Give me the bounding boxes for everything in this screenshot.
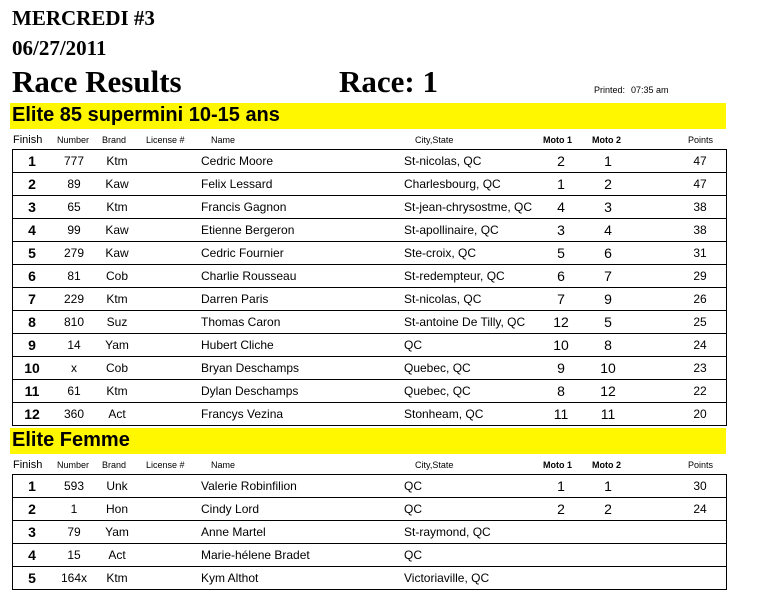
cell-number: 99 — [67, 223, 81, 237]
cell-number: 1 — [70, 502, 78, 516]
col-points: Points — [688, 135, 714, 145]
cell-city: St-redempteur, QC — [404, 269, 505, 283]
cell-city: QC — [404, 338, 422, 352]
column-header-row — [10, 134, 726, 148]
cell-moto2: 1 — [604, 153, 612, 169]
cell-number: 79 — [67, 525, 81, 539]
cell-points: 47 — [693, 177, 707, 191]
col-moto2: Moto 2 — [592, 135, 621, 145]
cell-finish: 6 — [28, 268, 36, 284]
cell-brand: Ktm — [106, 154, 128, 168]
cell-moto2: 10 — [600, 360, 616, 376]
cell-number: 14 — [67, 338, 81, 352]
cell-points: 25 — [693, 315, 707, 329]
cell-finish: 10 — [24, 360, 40, 376]
event-name: MERCREDI #3 — [12, 6, 155, 30]
cell-city: St-nicolas, QC — [404, 154, 482, 168]
cell-brand: Suz — [106, 315, 128, 329]
cell-name: Francis Gagnon — [201, 200, 287, 214]
cell-moto1: 7 — [557, 291, 565, 307]
cell-moto1: 6 — [557, 268, 565, 284]
cell-points: 24 — [693, 338, 707, 352]
cell-finish: 1 — [28, 478, 36, 494]
cell-name: Etienne Bergeron — [201, 223, 295, 237]
cell-brand: Kaw — [105, 246, 129, 260]
cell-city: QC — [404, 548, 422, 562]
cell-number: 65 — [67, 200, 81, 214]
cell-moto2: 2 — [604, 176, 612, 192]
cell-brand: Ktm — [106, 292, 128, 306]
printed-stamp — [594, 85, 675, 95]
class-band — [10, 428, 726, 454]
cell-name: Anne Martel — [201, 525, 266, 539]
cell-points: 38 — [693, 200, 707, 214]
cell-finish: 12 — [24, 406, 40, 422]
col-city: City,State — [415, 135, 454, 145]
cell-name: Valerie Robinfilion — [201, 479, 297, 493]
cell-number: 164x — [60, 571, 88, 585]
cell-city: Quebec, QC — [404, 361, 471, 375]
cell-finish: 5 — [28, 570, 36, 586]
cell-moto1: 9 — [557, 360, 565, 376]
table-row — [13, 566, 726, 589]
table-row — [13, 310, 726, 333]
cell-finish: 1 — [28, 153, 36, 169]
col-finish: Finish — [13, 134, 43, 146]
cell-name: Cedric Moore — [201, 154, 274, 168]
report-title: Race Results — [12, 64, 182, 99]
cell-moto1: 11 — [553, 406, 569, 422]
table-row — [13, 195, 726, 218]
cell-name: Charlie Rousseau — [201, 269, 297, 283]
cell-name: Cedric Fournier — [201, 246, 284, 260]
cell-city: St-raymond, QC — [404, 525, 491, 539]
cell-finish: 4 — [28, 547, 36, 563]
cell-city: Charlesbourg, QC — [404, 177, 501, 191]
cell-points: 24 — [693, 502, 707, 516]
cell-number: 279 — [63, 246, 85, 260]
cell-moto1: 12 — [553, 314, 569, 330]
cell-finish: 7 — [28, 291, 36, 307]
cell-name: Bryan Deschamps — [201, 361, 300, 375]
col-moto1: Moto 1 — [543, 135, 572, 145]
table-row — [13, 287, 726, 310]
col-moto2: Moto 2 — [592, 460, 621, 470]
cell-points: 23 — [693, 361, 707, 375]
cell-city: Ste-croix, QC — [404, 246, 477, 260]
table-row — [13, 543, 726, 566]
cell-city: St-antoine De Tilly, QC — [404, 315, 526, 329]
cell-name: Thomas Caron — [201, 315, 281, 329]
cell-number: x — [71, 361, 77, 375]
table-row — [13, 241, 726, 264]
cell-brand: Ktm — [106, 384, 128, 398]
col-finish: Finish — [13, 459, 43, 471]
col-brand: Brand — [102, 460, 127, 470]
table-row — [13, 172, 726, 195]
column-header-row — [10, 459, 726, 473]
col-brand: Brand — [102, 135, 127, 145]
cell-finish: 5 — [28, 245, 36, 261]
cell-moto1: 5 — [557, 245, 565, 261]
cell-city: Quebec, QC — [404, 384, 471, 398]
cell-name: Dylan Deschamps — [201, 384, 299, 398]
cell-points: 26 — [693, 292, 707, 306]
cell-number: 777 — [63, 154, 85, 168]
table-row — [13, 333, 726, 356]
cell-number: 360 — [63, 407, 85, 421]
cell-number: 593 — [63, 479, 85, 493]
cell-brand: Kaw — [105, 223, 129, 237]
cell-points: 38 — [693, 223, 707, 237]
cell-points: 31 — [693, 246, 707, 260]
cell-city: St-nicolas, QC — [404, 292, 482, 306]
cell-name: Francys Vezina — [201, 407, 284, 421]
table-row — [13, 402, 726, 425]
table-row — [13, 150, 726, 172]
table-row — [13, 218, 726, 241]
cell-city: Stonheam, QC — [404, 407, 484, 421]
table-row — [13, 356, 726, 379]
cell-brand: Act — [108, 407, 126, 421]
cell-city: QC — [404, 502, 422, 516]
cell-brand: Ktm — [106, 571, 128, 585]
cell-finish: 2 — [28, 501, 36, 517]
class-title: Elite Femme — [12, 429, 130, 451]
cell-moto1: 4 — [557, 199, 565, 215]
cell-brand: Hon — [105, 502, 128, 516]
cell-finish: 8 — [28, 314, 36, 330]
table-row — [13, 379, 726, 402]
cell-points: 30 — [693, 479, 707, 493]
results-table — [12, 474, 727, 590]
cell-points: 47 — [693, 154, 707, 168]
col-moto1: Moto 1 — [543, 460, 572, 470]
cell-finish: 9 — [28, 337, 36, 353]
race-label: Race: 1 — [339, 64, 438, 99]
class-band — [10, 103, 726, 129]
cell-name: Kym Althot — [201, 571, 259, 585]
cell-moto1: 1 — [557, 478, 565, 494]
cell-number: 81 — [67, 269, 81, 283]
cell-name: Cindy Lord — [201, 502, 260, 516]
cell-moto1: 1 — [557, 176, 565, 192]
cell-points: 20 — [693, 407, 707, 421]
col-city: City,State — [415, 460, 454, 470]
cell-number: 15 — [67, 548, 81, 562]
cell-brand: Act — [108, 548, 126, 562]
cell-moto1: 2 — [557, 501, 565, 517]
cell-moto1: 2 — [557, 153, 565, 169]
cell-city: Victoriaville, QC — [404, 571, 490, 585]
cell-brand: Yam — [105, 338, 129, 352]
cell-finish: 11 — [24, 383, 40, 399]
cell-finish: 2 — [28, 176, 36, 192]
cell-moto1: 8 — [557, 383, 565, 399]
col-license: License # — [146, 460, 185, 470]
cell-moto1: 3 — [557, 222, 565, 238]
cell-moto2: 11 — [600, 406, 616, 422]
table-row — [13, 264, 726, 287]
cell-city: QC — [404, 479, 422, 493]
cell-finish: 3 — [28, 199, 36, 215]
col-name: Name — [211, 135, 236, 145]
results-table — [12, 149, 727, 426]
cell-moto2: 5 — [604, 314, 612, 330]
cell-moto2: 8 — [604, 337, 612, 353]
cell-finish: 4 — [28, 222, 36, 238]
cell-moto2: 2 — [604, 501, 612, 517]
table-row — [13, 497, 726, 520]
cell-brand: Unk — [106, 479, 128, 493]
cell-brand: Yam — [105, 525, 129, 539]
cell-number: 810 — [63, 315, 85, 329]
cell-brand: Ktm — [106, 200, 128, 214]
cell-moto2: 1 — [604, 478, 612, 494]
cell-number: 89 — [67, 177, 81, 191]
cell-number: 61 — [67, 384, 81, 398]
cell-finish: 3 — [28, 524, 36, 540]
cell-brand: Kaw — [105, 177, 129, 191]
event-date: 06/27/2011 — [12, 36, 107, 60]
printed-label: Printed: — [594, 85, 626, 95]
cell-name: Felix Lessard — [201, 177, 273, 191]
col-number: Number — [57, 460, 90, 470]
col-license: License # — [146, 135, 185, 145]
col-points: Points — [688, 460, 714, 470]
cell-moto1: 10 — [553, 337, 569, 353]
cell-moto2: 9 — [604, 291, 612, 307]
cell-moto2: 3 — [604, 199, 612, 215]
table-row — [13, 475, 726, 497]
cell-city: St-apollinaire, QC — [404, 223, 499, 237]
cell-name: Marie-hélene Bradet — [201, 548, 310, 562]
cell-number: 229 — [63, 292, 85, 306]
cell-brand: Cob — [105, 269, 128, 283]
class-title: Elite 85 supermini 10-15 ans — [12, 104, 280, 126]
cell-name: Hubert Cliche — [201, 338, 274, 352]
cell-moto2: 7 — [604, 268, 612, 284]
cell-points: 22 — [693, 384, 707, 398]
cell-points: 29 — [693, 269, 707, 283]
col-name: Name — [211, 460, 236, 470]
col-number: Number — [57, 135, 90, 145]
printed-time: 07:35 am — [631, 85, 669, 95]
cell-city: St-jean-chrysostme, QC — [404, 200, 532, 214]
table-row — [13, 520, 726, 543]
cell-moto2: 4 — [604, 222, 612, 238]
cell-brand: Cob — [105, 361, 128, 375]
cell-name: Darren Paris — [201, 292, 269, 306]
cell-moto2: 12 — [600, 383, 616, 399]
cell-moto2: 6 — [604, 245, 612, 261]
